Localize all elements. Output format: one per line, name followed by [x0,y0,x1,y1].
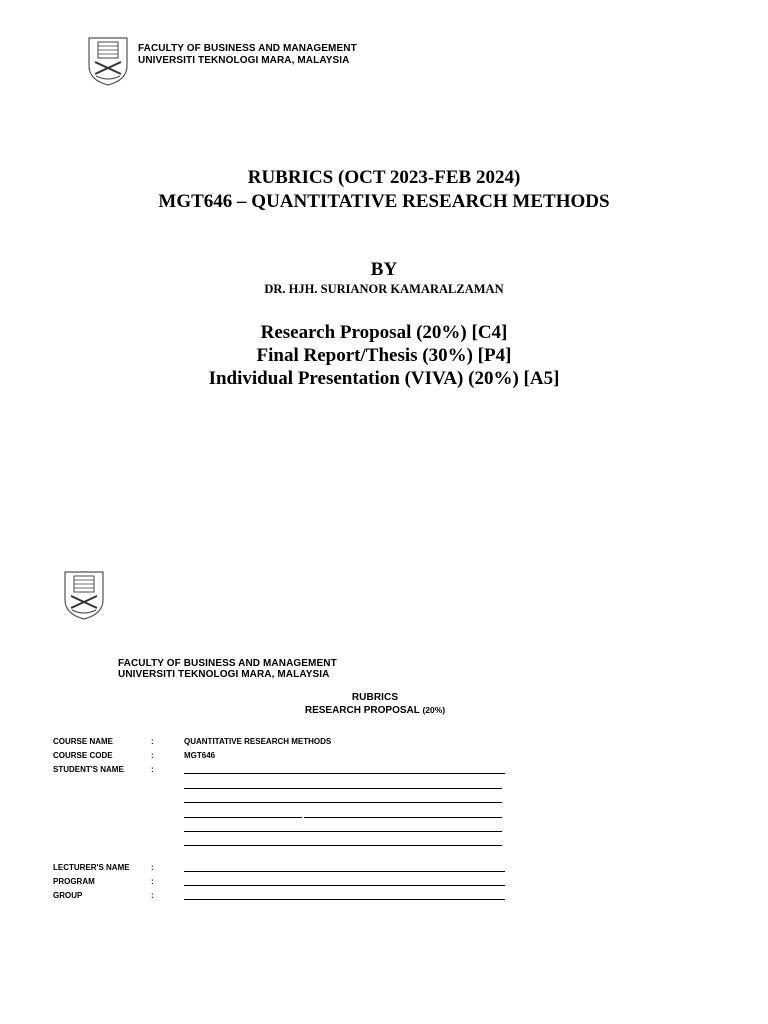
cover-item: Final Report/Thesis (30%) [P4] [256,345,512,366]
field-separator: : [151,877,154,886]
field-label-lecturer-name: LECTURER'S NAME [53,863,130,872]
cover-title-course: MGT646 – QUANTITATIVE RESEARCH METHODS [158,191,610,212]
section-subtitle-pct: (20%) [422,705,446,715]
student-name-line[interactable] [184,845,502,846]
field-label-program: PROGRAM [53,877,95,886]
field-separator: : [151,765,154,774]
field-separator: : [151,737,154,746]
student-name-line[interactable] [184,831,502,832]
field-label-course-code: COURSE CODE [53,751,113,760]
faculty-name: FACULTY OF BUSINESS AND MANAGEMENT [118,658,337,669]
cover-item: Individual Presentation (VIVA) (20%) [A5] [208,368,560,389]
field-separator: : [151,863,154,872]
student-name-line[interactable] [304,817,502,818]
lecturer-name-line[interactable] [184,871,505,872]
field-label-student-name: STUDENT'S NAME [53,765,124,774]
faculty-name: FACULTY OF BUSINESS AND MANAGEMENT [138,43,357,54]
field-separator: : [151,751,154,760]
program-line[interactable] [184,885,505,886]
student-name-line[interactable] [184,773,505,774]
field-value-course-name: QUANTITATIVE RESEARCH METHODS [184,737,332,746]
field-label-group: GROUP [53,891,83,900]
group-line[interactable] [184,899,505,900]
student-name-line[interactable] [184,788,502,789]
university-name: UNIVERSITI TEKNOLOGI MARA, MALAYSIA [138,55,350,66]
section-subtitle [0,704,750,717]
cover-item: Research Proposal (20%) [C4] [260,322,508,343]
section-subtitle-main: RESEARCH PROPOSAL [304,705,420,716]
cover-by: BY [370,259,398,280]
uitm-crest-icon [86,36,130,86]
field-value-course-code: MGT646 [184,751,216,760]
student-name-line[interactable] [184,802,502,803]
field-label-course-name: COURSE NAME [53,737,114,746]
student-name-line[interactable] [184,817,302,818]
uitm-crest-icon [62,570,106,620]
section-title: RUBRICS [351,692,399,703]
field-separator: : [151,891,154,900]
university-name: UNIVERSITI TEKNOLOGI MARA, MALAYSIA [118,669,330,680]
cover-author: DR. HJH. SURIANOR KAMARALZAMAN [264,282,504,296]
cover-title-rubrics: RUBRICS (OCT 2023-FEB 2024) [247,167,521,188]
